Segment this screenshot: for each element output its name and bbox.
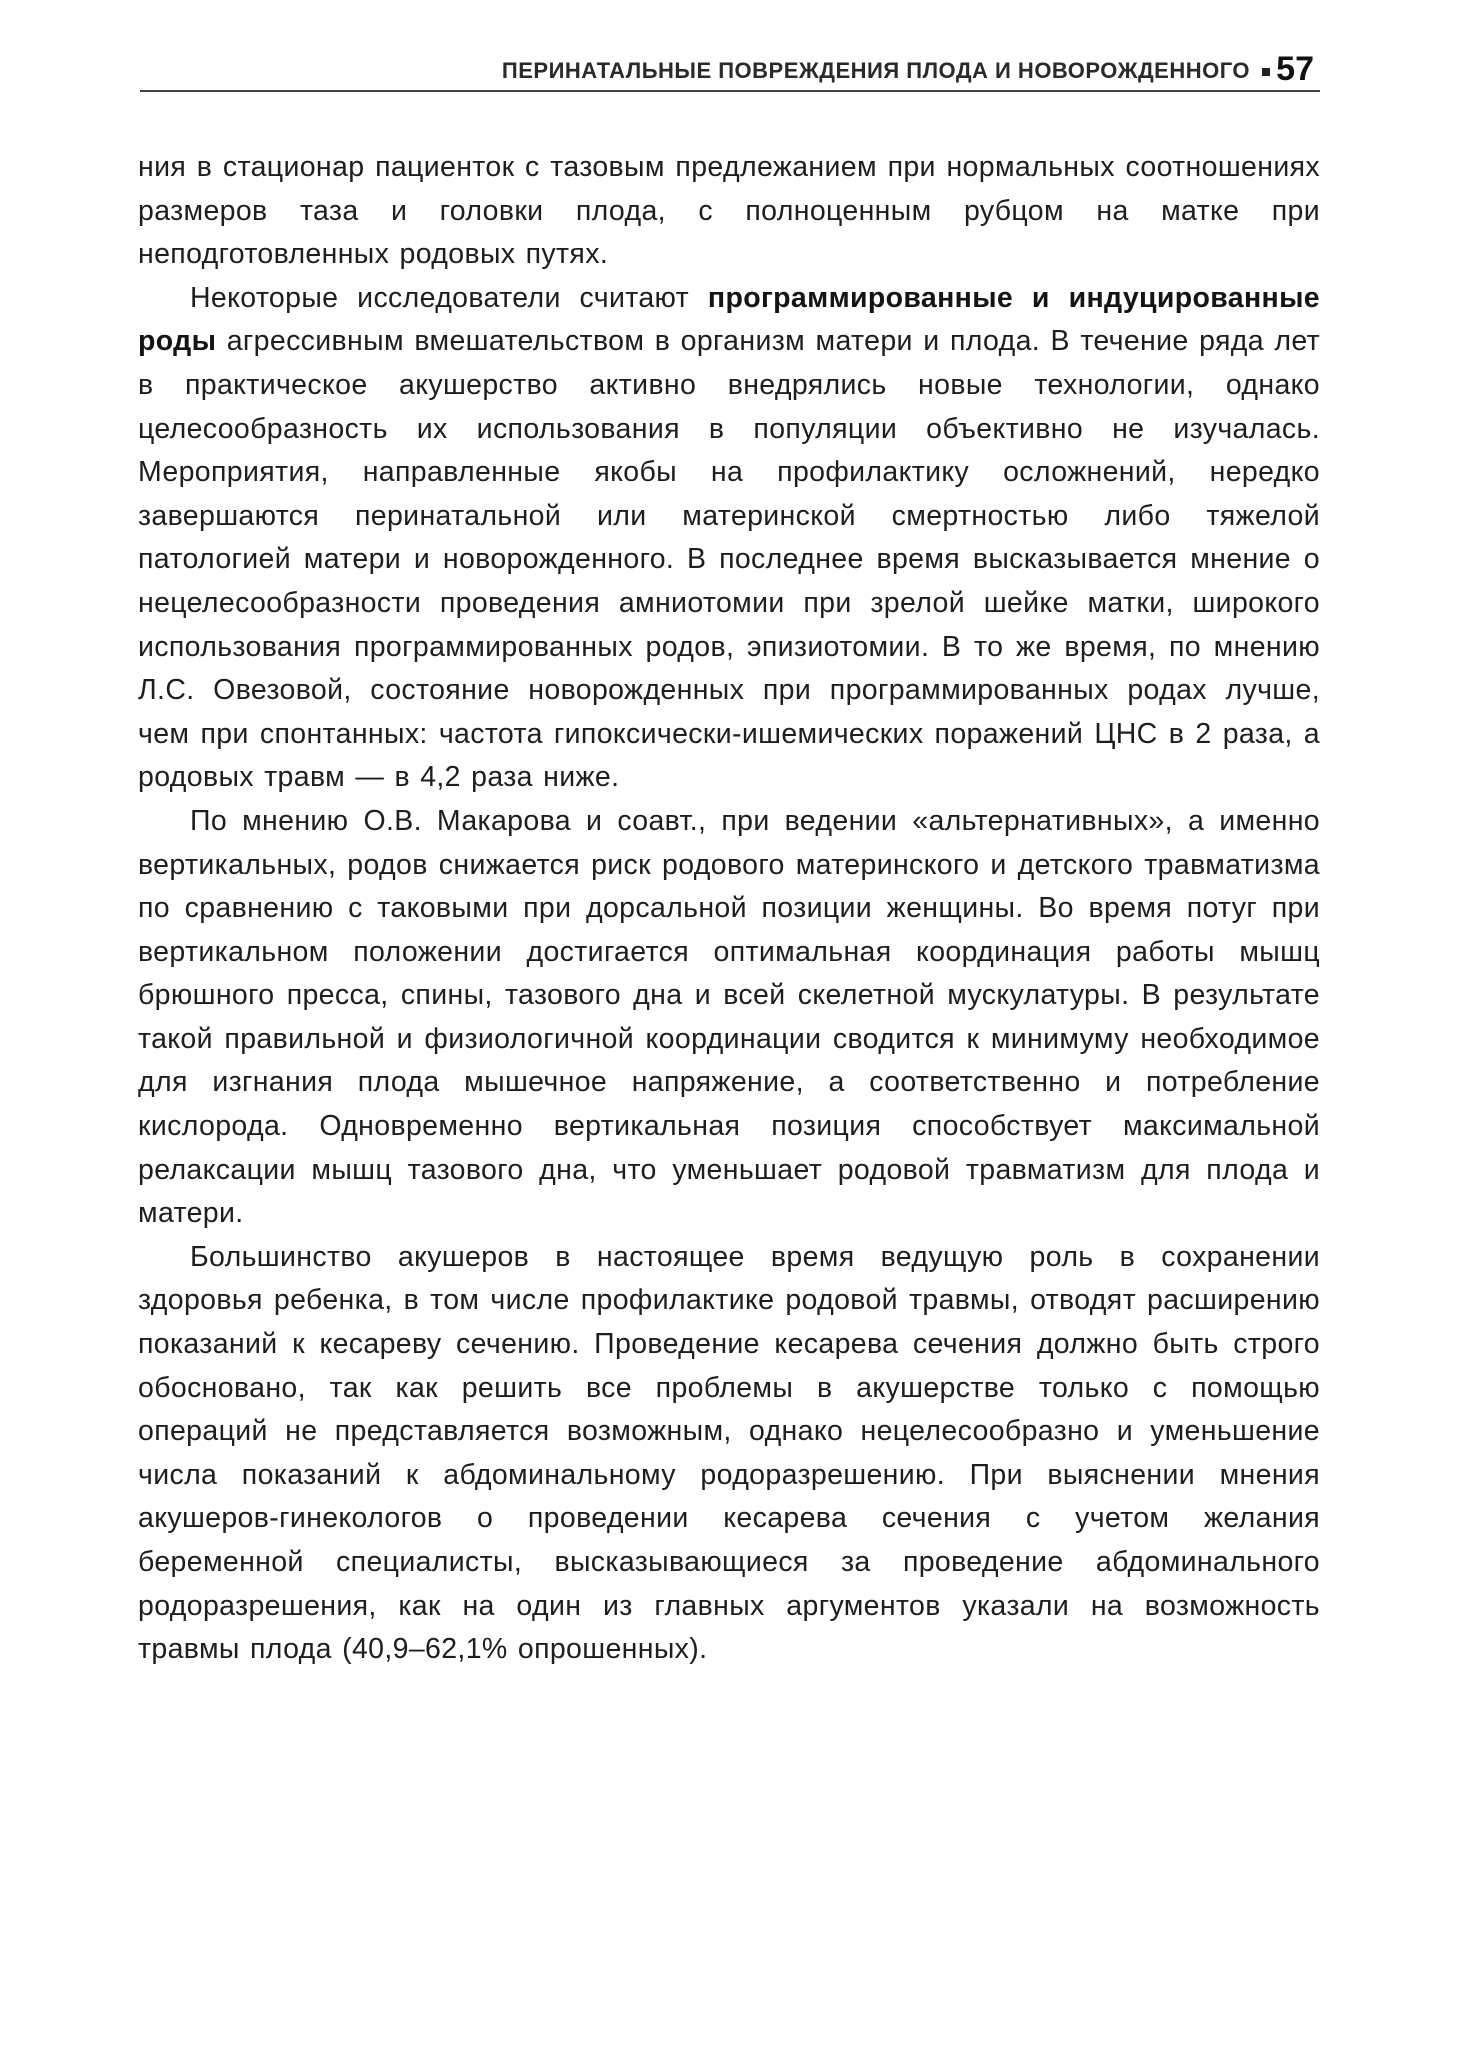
- paragraph-3: По мнению О.В. Макарова и соавт., при ведении «альтернативных», а именно вертикальных, родов снижается риск родового материнского и детского травматизма по сравнению с таковыми при дорсальной позиции женщины. Во время потуг при вертикальном положении достигается оптимальная координация работы мышц брюшного пресса, спины, тазового дна и всей скелетной мускулатуры. В результате такой правильной и физиологичной координации сводится к минимуму необходимое для изгнания плода мышечное напряжение, а соответственно и потребление кислорода. Одновременно вертикальная позиция способствует максимальной релаксации мышц тазового дна, что уменьшает родовой травматизм для плода и матери.: [138, 804, 1320, 1230]
- page-number: 57: [1276, 50, 1314, 88]
- paragraph-2: [138, 277, 1320, 800]
- header-rule: [140, 90, 1320, 92]
- paragraph-2-rest: агрессивным вмешательством в организм матери и плода. В течение ряда лет в практическое акушерство активно внедрялись новые технологии, однако целесообразность их использования в популяции объективно не изучалась. Мероприятия, направленные якобы на профилактику осложнений, нередко завершаются перинатальной или материнской смертностью либо тяжелой патологией матери и новорожденного. В последнее время высказывается мнение о нецелесообразности проведения амниотомии при зрелой шейке матки, широкого использования программированных родов, эпизиотомии. В то же время, по мнению Л.С. Овезовой, состояние новорожденных при программированных родах лучше, чем при спонтанных: частота гипоксически-ишемических поражений ЦНС в 2 раза, а родовых травм — в 4,2 раза ниже.: [138, 325, 1320, 794]
- bold-term: программированные и индуцированные роды: [138, 281, 1320, 358]
- paragraph-4: Большинство акушеров в настоящее время ведущую роль в сохранении здоровья ребенка, в том числе профилактике родовой травмы, отводят расширению показаний к кесареву сечению. Проведение кесарева сечения должно быть строго обосновано, так как решить все проблемы в акушерстве только с помощью операций не представляется возможным, однако нецелесообразно и уменьшение числа показаний к абдоминальному родоразрешению. При выяснении мнения акушеров-гинекологов о проведении кесарева сечения с учетом желания беременной специалисты, высказывающиеся за проведение абдоминального родоразрешения, как на один из главных аргументов указали на возможность травмы плода (40,9–62,1% опрошенных).: [138, 1240, 1320, 1666]
- paragraph-2-lead: Некоторые исследователи считают: [190, 281, 708, 314]
- paragraph-1: ния в стационар пациенток с тазовым предлежанием при нормальных соотношениях размеров таза и головки плода, с полноценным рубцом на матке при неподготовленных родовых путях.: [138, 151, 1320, 271]
- bullet-separator-icon: [1262, 68, 1270, 76]
- body-text: [138, 146, 1320, 1672]
- running-title: ПЕРИНАТАЛЬНЫЕ ПОВРЕЖДЕНИЯ ПЛОДА И НОВОРОЖДЕННОГО: [501, 58, 1250, 83]
- running-head: [140, 48, 1314, 94]
